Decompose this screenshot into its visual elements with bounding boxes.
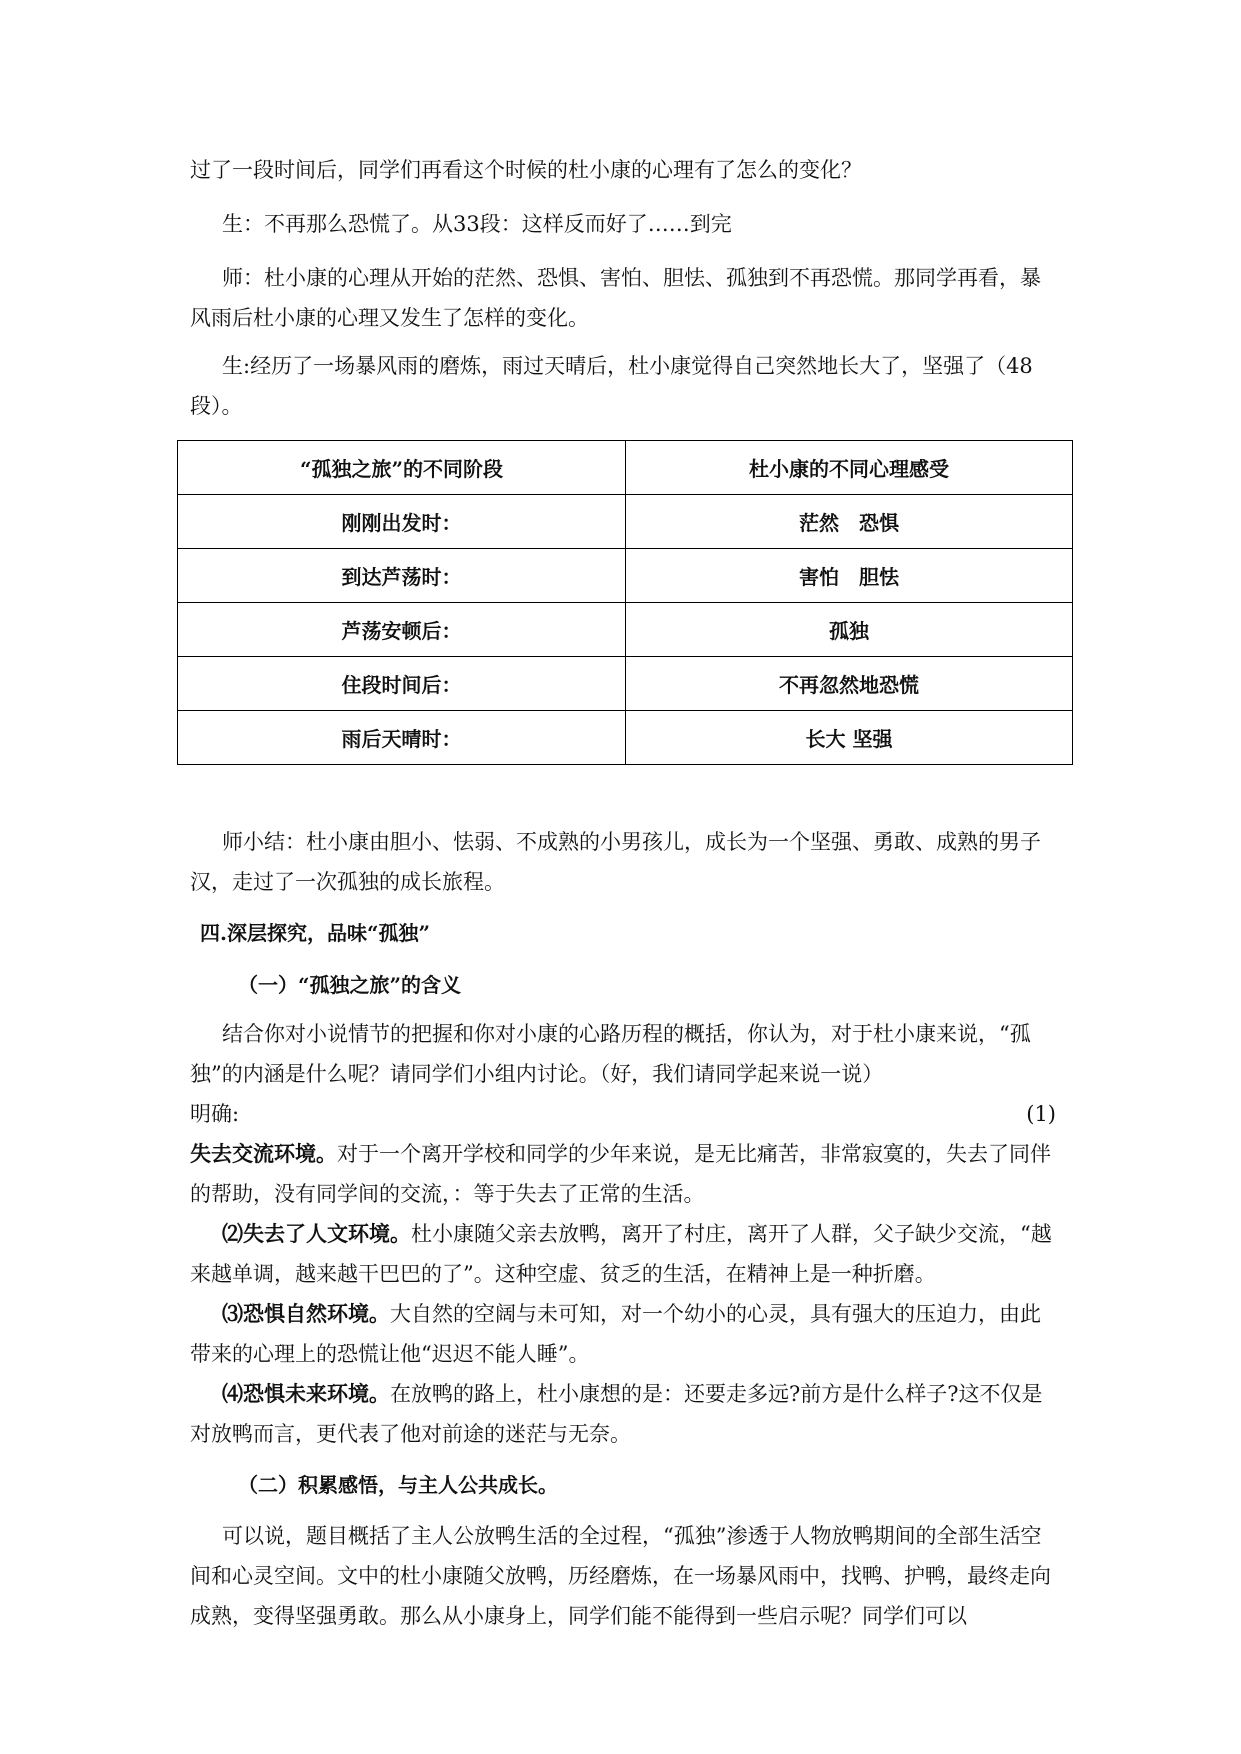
paragraph-teacher-remark: 师：杜小康的心理从开始的茫然、恐惧、害怕、胆怯、孤独到不再恐慌。那同学再看，暴风雨后杜小康的心理又发生了怎样的变化。 xyxy=(190,266,1041,330)
psychology-stages-table xyxy=(177,440,1073,765)
table-cell-stage: 芦荡安顿后： xyxy=(178,603,626,657)
table-cell-stage: 雨后天晴时： xyxy=(178,711,626,765)
point-3-text: 大自然的空阔与未可知，对一个幼小的心灵，具有强大的压迫力，由此带来的心理上的恐慌让他“迟迟不能人睡”。 xyxy=(190,1302,1041,1366)
point-4-text: 在放鸭的路上，杜小康想的是：还要走多远?前方是什么样子?这不仅是对放鸭而言，更代表了他对前途的迷茫与无奈。 xyxy=(190,1382,1043,1446)
table-cell-feeling: 孤独 xyxy=(626,603,1073,657)
table-cell-feeling: 茫然 恐惧 xyxy=(626,495,1073,549)
table-header-stage: “孤独之旅”的不同阶段 xyxy=(178,441,626,495)
subsection-heading-1: （一）“孤独之旅”的含义 xyxy=(238,973,462,997)
paragraph-student-answer-2: 生:经历了一场暴风雨的磨炼，雨过天晴后，杜小康觉得自己突然地长大了，坚强了（48段）。 xyxy=(190,354,1033,418)
point-4 xyxy=(190,1374,1056,1454)
section-heading-4: 四.深层探究，品味“孤独” xyxy=(200,921,430,945)
clarification-label: 明确: xyxy=(190,1102,240,1126)
point-4-heading: ⑷恐惧未来环境。 xyxy=(222,1381,390,1406)
subsection-heading-2: （二）积累感悟，与主人公共成长。 xyxy=(238,1473,558,1497)
clarification-block xyxy=(190,1094,1056,1134)
table-row xyxy=(178,657,1073,711)
table-cell-stage: 到达芦荡时： xyxy=(178,549,626,603)
paragraph-question: 过了一段时间后，同学们再看这个时候的杜小康的心理有了怎么的变化？ xyxy=(190,158,862,182)
point-2-heading: ⑵失去了人文环境。 xyxy=(222,1221,411,1246)
table-cell-feeling: 长大 坚强 xyxy=(626,711,1073,765)
point-1-text: 对于一个离开学校和同学的少年来说，是无比痛苦，非常寂寞的，失去了同伴的帮助，没有同学间的交流，：等于失去了正常的生活。 xyxy=(190,1142,1051,1206)
point-2 xyxy=(190,1214,1056,1294)
table-row xyxy=(178,495,1073,549)
table-cell-feeling: 害怕 胆怯 xyxy=(626,549,1073,603)
point-3-heading: ⑶恐惧自然环境。 xyxy=(222,1301,390,1326)
point-1 xyxy=(190,1134,1056,1214)
table-cell-stage: 刚刚出发时： xyxy=(178,495,626,549)
table-row xyxy=(178,603,1073,657)
paragraph-teacher-summary: 师小结：杜小康由胆小、怯弱、不成熟的小男孩儿，成长为一个坚强、勇敢、成熟的男子汉，走过了一次孤独的成长旅程。 xyxy=(190,830,1041,894)
table-cell-stage: 住段时间后： xyxy=(178,657,626,711)
paragraph-student-answer-1: 生：不再那么恐慌了。从33段：这样反而好了……到完 xyxy=(222,212,732,236)
point-1-heading: 失去交流环境。 xyxy=(190,1141,337,1166)
table-row xyxy=(178,549,1073,603)
table-header-row xyxy=(178,441,1073,495)
point-3 xyxy=(190,1294,1056,1374)
point-2-text: 杜小康随父亲去放鸭，离开了村庄，离开了人群，父子缺少交流，“越来越单调，越来越干巴巴的了”。这种空虚、贫乏的生活，在精神上是一种折磨。 xyxy=(190,1222,1052,1286)
table-row xyxy=(178,711,1073,765)
point-1-number: (1) xyxy=(1026,1102,1056,1126)
paragraph-discussion-prompt: 结合你对小说情节的把握和你对小康的心路历程的概括，你认为，对于杜小康来说，“孤独”的内涵是什么呢？请同学们小组内讨论。（好，我们请同学起来说一说） xyxy=(190,1022,1031,1086)
table-cell-feeling: 不再忽然地恐慌 xyxy=(626,657,1073,711)
table-header-feeling: 杜小康的不同心理感受 xyxy=(626,441,1073,495)
paragraph-final: 可以说，题目概括了主人公放鸭生活的全过程，“孤独”渗透于人物放鸭期间的全部生活空间和心灵空间。文中的杜小康随父放鸭，历经磨炼，在一场暴风雨中，找鸭、护鸭，最终走向成熟，变得坚强勇敢。那么从小康身上，同学们能不能得到一些启示呢？同学们可以 xyxy=(190,1524,1051,1628)
